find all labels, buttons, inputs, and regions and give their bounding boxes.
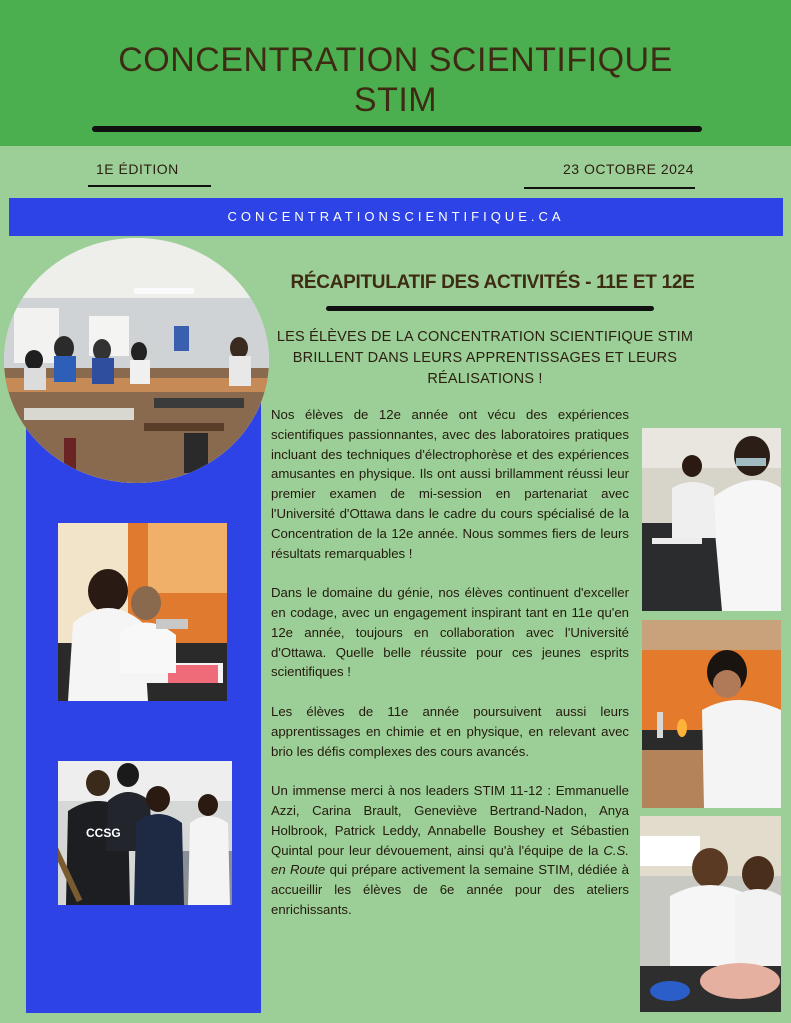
thanks-text-start: Un immense merci à nos leaders STIM 11-12 : Emmanuelle Azzi, Carina Brault, Geneviève Bertrand-Nadon, Anya Holbrook, Patrick Leddy, Annabelle Boushey et Sébastien Quintal pour leur dévouement, ainsi qu'à l'équipe de la (271, 783, 629, 858)
edition-label: 1E ÉDITION (96, 161, 179, 177)
shirt-logo: CCSG (86, 826, 121, 840)
article-subtitle: LES ÉLÈVES DE LA CONCENTRATION SCIENTIFIQUE STIM BRILLENT DANS LEURS APPRENTISSAGES ET LEURS RÉALISATIONS ! (276, 329, 694, 387)
paragraph-thanks (271, 781, 629, 920)
paragraph-11e: Les élèves de 11e année poursuivent aussi leurs apprentissages en chimie et en physique, en relevant avec brio les défis complexes des cours avancés. (271, 703, 629, 759)
classroom-photo (4, 238, 269, 483)
dissection-photo (640, 816, 781, 1012)
students-group-photo (58, 761, 232, 905)
website-banner[interactable]: CONCENTRATIONSCIENTIFIQUE.CA (9, 198, 783, 236)
flame-test-photo (642, 620, 781, 808)
students-lab-photo (58, 523, 227, 701)
paragraph-genie: Dans le domaine du génie, nos élèves continuent d'exceller en codage, avec un engagement inspirant tant en 11e qu'en 12e année, toujours en collaboration avec l'Université d'Ottawa. Quelle belle réussite pour ces jeunes esprits scientifiques ! (271, 585, 629, 680)
article-title-underline (326, 306, 654, 311)
article-title: RÉCAPITULATIF DES ACTIVITÉS - 11E ET 12E (290, 272, 695, 293)
edition-underline (88, 185, 211, 187)
lab-experiment-photo (642, 428, 781, 611)
thanks-text-end: qui prépare activement la semaine STIM, dédiée à accueillir les élèves de 6e année pour des ateliers enrichissants. (271, 862, 630, 917)
date-underline (524, 187, 695, 189)
issue-date: 23 OCTOBRE 2024 (563, 161, 694, 177)
title-line-1: CONCENTRATION SCIENTIFIQUE (118, 41, 673, 79)
title-line-2: STIM (353, 81, 438, 119)
title-underline (92, 126, 702, 132)
article-body (271, 405, 629, 940)
paragraph-12e: Nos élèves de 12e année ont vécu des expériences scientifiques passionnantes, avec des laboratoires pratiques incluant des techniques d'électrophorèse et des expériences amusantes en physique. Ils ont aussi brillamment réussi leur premier examen de mi-session en partenariat avec l'Université d'Ottawa dans le cadre du cours spécialisé de la Concentration de la 12e année. Nous sommes fiers de leurs résultats remarquables ! (271, 407, 629, 561)
newsletter-title (0, 40, 791, 120)
cs-en-route: C.S. en Route (271, 842, 629, 878)
